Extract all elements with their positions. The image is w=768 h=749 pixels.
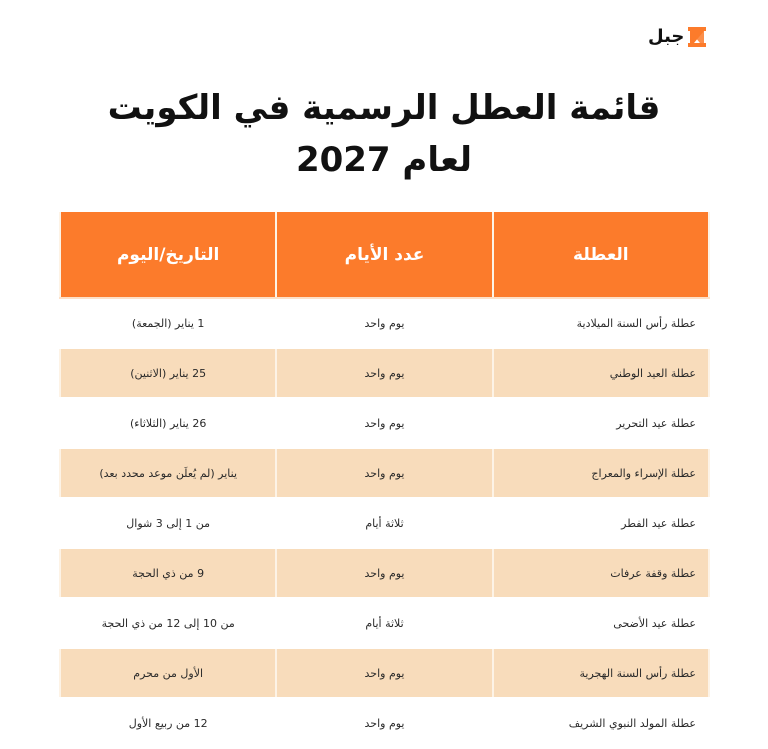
holiday-days: يوم واحد: [276, 398, 492, 448]
holiday-name: عطلة عيد الفطر: [493, 498, 709, 548]
holiday-days: يوم واحد: [276, 298, 492, 348]
holiday-days: يوم واحد: [276, 348, 492, 398]
holiday-days: يوم واحد: [276, 648, 492, 698]
holiday-days: ثلاثة أيام: [276, 598, 492, 648]
holiday-date: 25 يناير (الاثنين): [60, 348, 276, 398]
table-row: [60, 398, 709, 448]
holiday-name: عطلة المولد النبوي الشريف: [493, 698, 709, 748]
holiday-date: 26 يناير (الثلاثاء): [60, 398, 276, 448]
header-days: عدد الأيام: [276, 212, 492, 298]
table-row: [60, 598, 709, 648]
holiday-name: عطلة رأس السنة الهجرية: [493, 648, 709, 698]
holiday-days: يوم واحد: [276, 448, 492, 498]
holiday-days: ثلاثة أيام: [276, 498, 492, 548]
page-title: [0, 82, 768, 186]
holiday-date: من 10 إلى 12 من ذي الحجة: [60, 598, 276, 648]
title-line-1: قائمة العطل الرسمية في الكويت: [107, 88, 661, 128]
holiday-name: عطلة وقفة عرفات: [493, 548, 709, 598]
table-row: [60, 648, 709, 698]
holiday-name: عطلة الإسراء والمعراج: [493, 448, 709, 498]
holiday-name: عطلة عيد الأضحى: [493, 598, 709, 648]
table-row: [60, 698, 709, 748]
holidays-table: [59, 212, 710, 749]
header-date: التاريخ/اليوم: [60, 212, 276, 298]
holiday-date: الأول من محرم: [60, 648, 276, 698]
holiday-date: 12 من ربيع الأول: [60, 698, 276, 748]
table-row: [60, 448, 709, 498]
holiday-name: عطلة رأس السنة الميلادية: [493, 298, 709, 348]
title-line-2: لعام 2027: [295, 140, 473, 180]
holiday-date: 9 من ذي الحجة: [60, 548, 276, 598]
holiday-date: من 1 إلى 3 شوال: [60, 498, 276, 548]
table-row: [60, 498, 709, 548]
holiday-days: يوم واحد: [276, 698, 492, 748]
holiday-name: عطلة العيد الوطني: [493, 348, 709, 398]
hourglass-icon: [688, 27, 706, 47]
brand-logo: [648, 26, 706, 47]
brand-name: جبل: [648, 26, 685, 47]
holiday-days: يوم واحد: [276, 548, 492, 598]
header-holiday: العطلة: [493, 212, 709, 298]
holiday-date: يناير (لم يُعلَن موعد محدد بعد): [60, 448, 276, 498]
table-row: [60, 298, 709, 348]
holiday-name: عطلة عيد التحرير: [493, 398, 709, 448]
holiday-date: 1 يناير (الجمعة): [60, 298, 276, 348]
table-header-row: [60, 212, 709, 298]
table-row: [60, 348, 709, 398]
table-row: [60, 548, 709, 598]
